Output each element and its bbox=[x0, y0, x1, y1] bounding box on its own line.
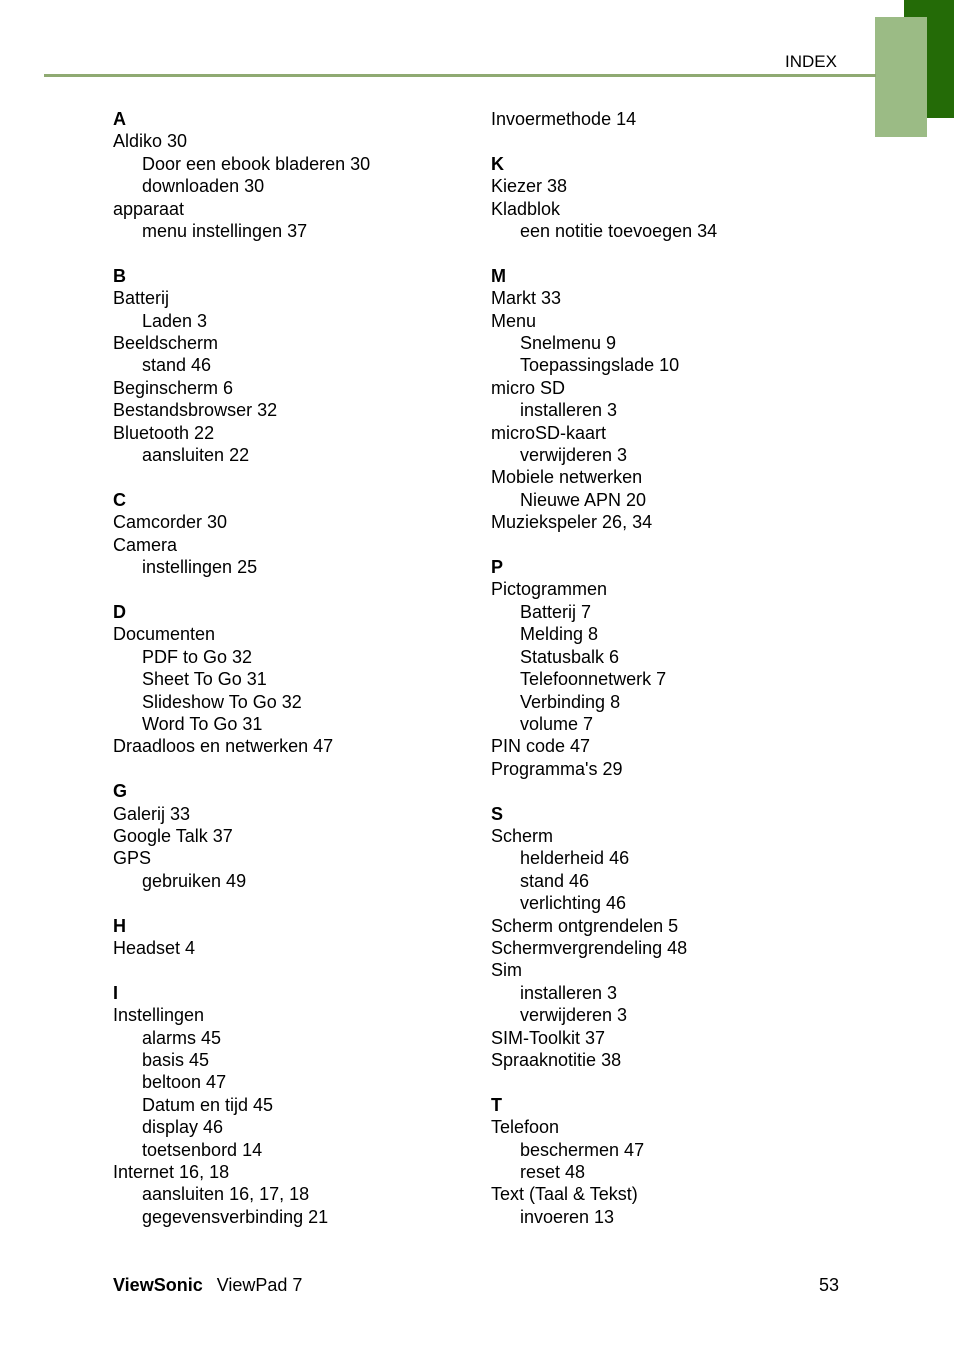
index-section bbox=[113, 915, 473, 960]
index-subentry: stand 46 bbox=[142, 355, 212, 376]
index-subentry: aansluiten 16, 17, 18 bbox=[142, 1184, 310, 1205]
index-entry: Aldiko 30 bbox=[113, 131, 188, 152]
index-subentry: Batterij 7 bbox=[520, 601, 592, 622]
index-entry: Kladblok bbox=[491, 198, 561, 219]
index-subentry: verlichting 46 bbox=[520, 893, 627, 914]
index-entry: Muziekspeler 26, 34 bbox=[491, 512, 653, 533]
index-entry: Batterij bbox=[113, 288, 170, 309]
index-section bbox=[113, 780, 473, 892]
index-entry: Headset 4 bbox=[113, 937, 196, 958]
index-entry: Menu bbox=[491, 310, 537, 331]
header-title: INDEX bbox=[785, 52, 837, 71]
index-entry: Scherm bbox=[491, 825, 554, 846]
index-entry: Schermvergrendeling 48 bbox=[491, 937, 688, 958]
index-subentry: Toepassingslade 10 bbox=[520, 355, 680, 376]
index-subentry: gebruiken 49 bbox=[142, 870, 247, 891]
index-subentry: display 46 bbox=[142, 1117, 224, 1138]
index-subentry: basis 45 bbox=[142, 1049, 210, 1070]
section-letter: I bbox=[113, 982, 119, 1003]
index-subentry: Word To Go 31 bbox=[142, 713, 263, 734]
index-section bbox=[491, 153, 851, 243]
index-subentry: reset 48 bbox=[520, 1162, 586, 1183]
index-entry: Internet 16, 18 bbox=[113, 1162, 230, 1182]
index-column-right bbox=[491, 108, 851, 1251]
index-subentry: Snelmenu 9 bbox=[520, 333, 617, 354]
index-section bbox=[113, 108, 473, 242]
corner-tab-light bbox=[875, 17, 927, 137]
index-entry: Beeldscherm bbox=[113, 333, 219, 354]
index-entry: Programma's 29 bbox=[491, 758, 623, 779]
index-subentry: Laden 3 bbox=[142, 310, 208, 331]
index-entry: Telefoon bbox=[491, 1117, 560, 1138]
section-letter: M bbox=[491, 265, 506, 286]
index-section bbox=[491, 108, 851, 130]
index-subentry: verwijderen 3 bbox=[520, 445, 628, 466]
footer-model: ViewPad 7 bbox=[216, 1275, 303, 1295]
index-subentry: invoeren 13 bbox=[520, 1206, 615, 1227]
index-subentry: verwijderen 3 bbox=[520, 1005, 628, 1026]
index-entry: Invoermethode 14 bbox=[491, 109, 637, 129]
index-subentry: Melding 8 bbox=[520, 624, 599, 645]
index-subentry: instellingen 25 bbox=[142, 557, 258, 578]
index-entry: apparaat bbox=[113, 198, 185, 219]
index-subentry: Nieuwe APN 20 bbox=[520, 489, 647, 510]
index-entry: Markt 33 bbox=[491, 288, 562, 309]
index-subentry: beschermen 47 bbox=[520, 1139, 645, 1160]
index-entry: Scherm ontgrendelen 5 bbox=[491, 915, 679, 936]
index-section bbox=[113, 982, 473, 1228]
section-letter: B bbox=[113, 265, 126, 286]
page-footer bbox=[113, 1274, 841, 1296]
index-subentry: Datum en tijd 45 bbox=[142, 1094, 274, 1115]
header-rule bbox=[44, 74, 876, 77]
index-subentry: toetsenbord 14 bbox=[142, 1139, 263, 1160]
index-entry: Text (Taal & Tekst) bbox=[491, 1184, 638, 1205]
section-letter: K bbox=[491, 153, 504, 174]
index-subentry: Sheet To Go 31 bbox=[142, 669, 267, 690]
index-entry: SIM-Toolkit 37 bbox=[491, 1027, 606, 1048]
index-column-left bbox=[113, 108, 473, 1251]
section-letter: G bbox=[113, 781, 128, 802]
index-subentry: beltoon 47 bbox=[142, 1072, 227, 1093]
section-letter: A bbox=[113, 109, 126, 129]
section-letter: C bbox=[113, 489, 126, 510]
index-section bbox=[491, 1094, 851, 1228]
index-section bbox=[113, 265, 473, 467]
index-subentry: Telefoonnetwerk 7 bbox=[520, 669, 667, 690]
index-entry: microSD-kaart bbox=[491, 422, 607, 443]
index-entry: Google Talk 37 bbox=[113, 825, 233, 846]
section-letter: T bbox=[491, 1094, 502, 1115]
index-subentry: Verbinding 8 bbox=[520, 691, 621, 712]
index-section bbox=[113, 601, 473, 758]
index-subentry: downloaden 30 bbox=[142, 176, 265, 197]
section-letter: D bbox=[113, 601, 126, 622]
index-entry: micro SD bbox=[491, 377, 566, 398]
index-entry: Bluetooth 22 bbox=[113, 422, 215, 443]
index-section bbox=[113, 489, 473, 579]
section-letter: P bbox=[491, 557, 504, 578]
index-subentry: alarms 45 bbox=[142, 1027, 222, 1048]
index-subentry: PDF to Go 32 bbox=[142, 646, 253, 667]
index-entry: PIN code 47 bbox=[491, 736, 591, 757]
index-entry: Sim bbox=[491, 960, 522, 981]
index-subentry: Door een ebook bladeren 30 bbox=[142, 153, 371, 174]
index-entry: Beginscherm 6 bbox=[113, 377, 234, 398]
index-entry: GPS bbox=[113, 848, 152, 869]
index-entry: Pictogrammen bbox=[491, 579, 608, 600]
index-entry: Draadloos en netwerken 47 bbox=[113, 736, 334, 757]
index-section bbox=[491, 556, 851, 780]
index-section bbox=[491, 803, 851, 1072]
index-entry: Mobiele netwerken bbox=[491, 467, 643, 488]
index-subentry: gegevensverbinding 21 bbox=[142, 1206, 329, 1227]
index-subentry: een notitie toevoegen 34 bbox=[520, 221, 718, 242]
index-subentry: installeren 3 bbox=[520, 982, 618, 1003]
index-entry: Camera bbox=[113, 534, 178, 555]
index-entry: Camcorder 30 bbox=[113, 512, 228, 533]
section-letter: S bbox=[491, 803, 504, 824]
footer-brand: ViewSonic bbox=[113, 1275, 203, 1295]
index-entry: Spraaknotitie 38 bbox=[491, 1050, 622, 1070]
index-subentry: Slideshow To Go 32 bbox=[142, 691, 302, 712]
index-entry: Galerij 33 bbox=[113, 803, 191, 824]
index-subentry: menu instellingen 37 bbox=[142, 221, 308, 242]
section-letter: H bbox=[113, 915, 126, 936]
index-subentry: installeren 3 bbox=[520, 400, 618, 421]
index-subentry: stand 46 bbox=[520, 870, 590, 891]
page-number: 53 bbox=[818, 1275, 839, 1295]
index-section bbox=[491, 265, 851, 534]
index-subentry: helderheid 46 bbox=[520, 848, 630, 869]
index-entry: Kiezer 38 bbox=[491, 176, 568, 197]
index-entry: Instellingen bbox=[113, 1005, 205, 1026]
index-entry: Bestandsbrowser 32 bbox=[113, 400, 278, 421]
index-subentry: Statusbalk 6 bbox=[520, 646, 620, 667]
index-subentry: volume 7 bbox=[520, 713, 594, 734]
index-entry: Documenten bbox=[113, 624, 216, 645]
index-subentry: aansluiten 22 bbox=[142, 445, 250, 466]
